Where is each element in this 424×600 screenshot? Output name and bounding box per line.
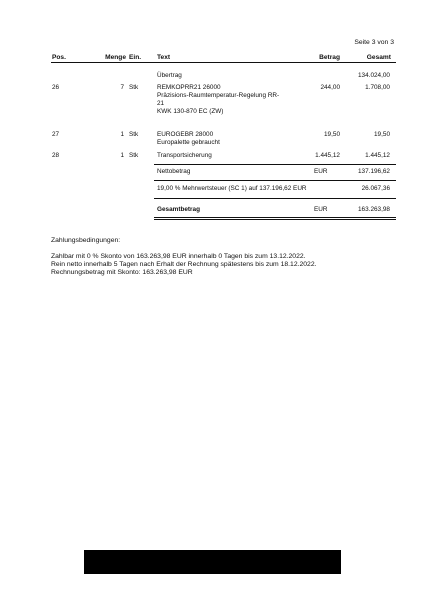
- item-total: 1.445,12: [365, 152, 390, 159]
- item-total: 19,50: [374, 131, 390, 138]
- payment-terms-line: Rechnungsbetrag mit Skonto: 163.263,98 EUR: [51, 269, 193, 276]
- item-quantity: 1: [120, 152, 124, 159]
- totals-double-rule-upper: [154, 217, 396, 218]
- column-header-betrag: Betrag: [319, 54, 340, 61]
- item-unit: Stk: [129, 84, 139, 91]
- redaction-bar: [84, 550, 341, 574]
- item-text-line: Präzisions-Raumtemperatur-Regelung RR-: [157, 92, 280, 99]
- item-text-line: REMKOPRR21 26000: [157, 84, 221, 91]
- item-text-line: KWK 130-870 EC (ZW): [157, 108, 224, 115]
- column-header-text: Text: [157, 54, 171, 61]
- gross-amount-value: 163.263,98: [358, 206, 390, 213]
- item-total: 1.708,00: [365, 84, 390, 91]
- totals-mid-rule: [154, 180, 396, 181]
- payment-terms-line: Rein netto innerhalb 5 Tagen nach Erhalt der Rechnung spätestens bis zum 18.12.2022.: [51, 261, 317, 268]
- gross-amount-label: Gesamtbetrag: [157, 206, 200, 213]
- column-header-gesamt: Gesamt: [366, 54, 391, 61]
- totals-double-rule-lower: [154, 219, 396, 220]
- payment-terms-heading: Zahlungsbedingungen:: [51, 237, 121, 244]
- item-text-line: Transportsicherung: [157, 152, 212, 159]
- column-header-pos: Pos.: [52, 54, 66, 61]
- item-unit: Stk: [129, 152, 139, 159]
- item-text-line: Europalette gebraucht: [157, 139, 220, 146]
- carryover-label: Übertrag: [157, 72, 182, 79]
- net-amount-value: 137.196,62: [358, 168, 390, 175]
- item-pos: 28: [52, 152, 60, 159]
- totals-pre-gross-rule: [154, 198, 396, 199]
- payment-terms-line: Zahlbar mit 0 % Skonto von 163.263,98 EUR innerhalb 0 Tagen bis zum 13.12.2022.: [51, 253, 306, 260]
- header-rule: [51, 62, 396, 63]
- net-amount-currency: EUR: [314, 168, 328, 175]
- carryover-amount: 134.024,00: [358, 72, 390, 79]
- page-indicator: Seite 3 von 3: [354, 39, 394, 46]
- net-amount-label: Nettobetrag: [157, 168, 191, 175]
- item-unit-price: 19,50: [324, 131, 340, 138]
- item-text-line: 21: [157, 100, 165, 107]
- item-text-line: EUROGEBR 28000: [157, 131, 214, 138]
- item-quantity: 1: [120, 131, 124, 138]
- item-unit-price: 244,00: [320, 84, 340, 91]
- item-unit-price: 1.445,12: [315, 152, 340, 159]
- item-quantity: 7: [120, 84, 124, 91]
- column-header-ein: Ein.: [129, 54, 142, 61]
- item-pos: 27: [52, 131, 60, 138]
- item-pos: 26: [52, 84, 60, 91]
- column-header-menge: Menge: [105, 54, 126, 61]
- vat-label: 19,00 % Mehrwertsteuer (SC 1) auf 137.196,62 EUR: [157, 185, 307, 192]
- item-unit: Stk: [129, 131, 139, 138]
- gross-amount-currency: EUR: [314, 206, 328, 213]
- vat-amount: 26.067,36: [361, 185, 390, 192]
- totals-top-rule: [154, 164, 396, 165]
